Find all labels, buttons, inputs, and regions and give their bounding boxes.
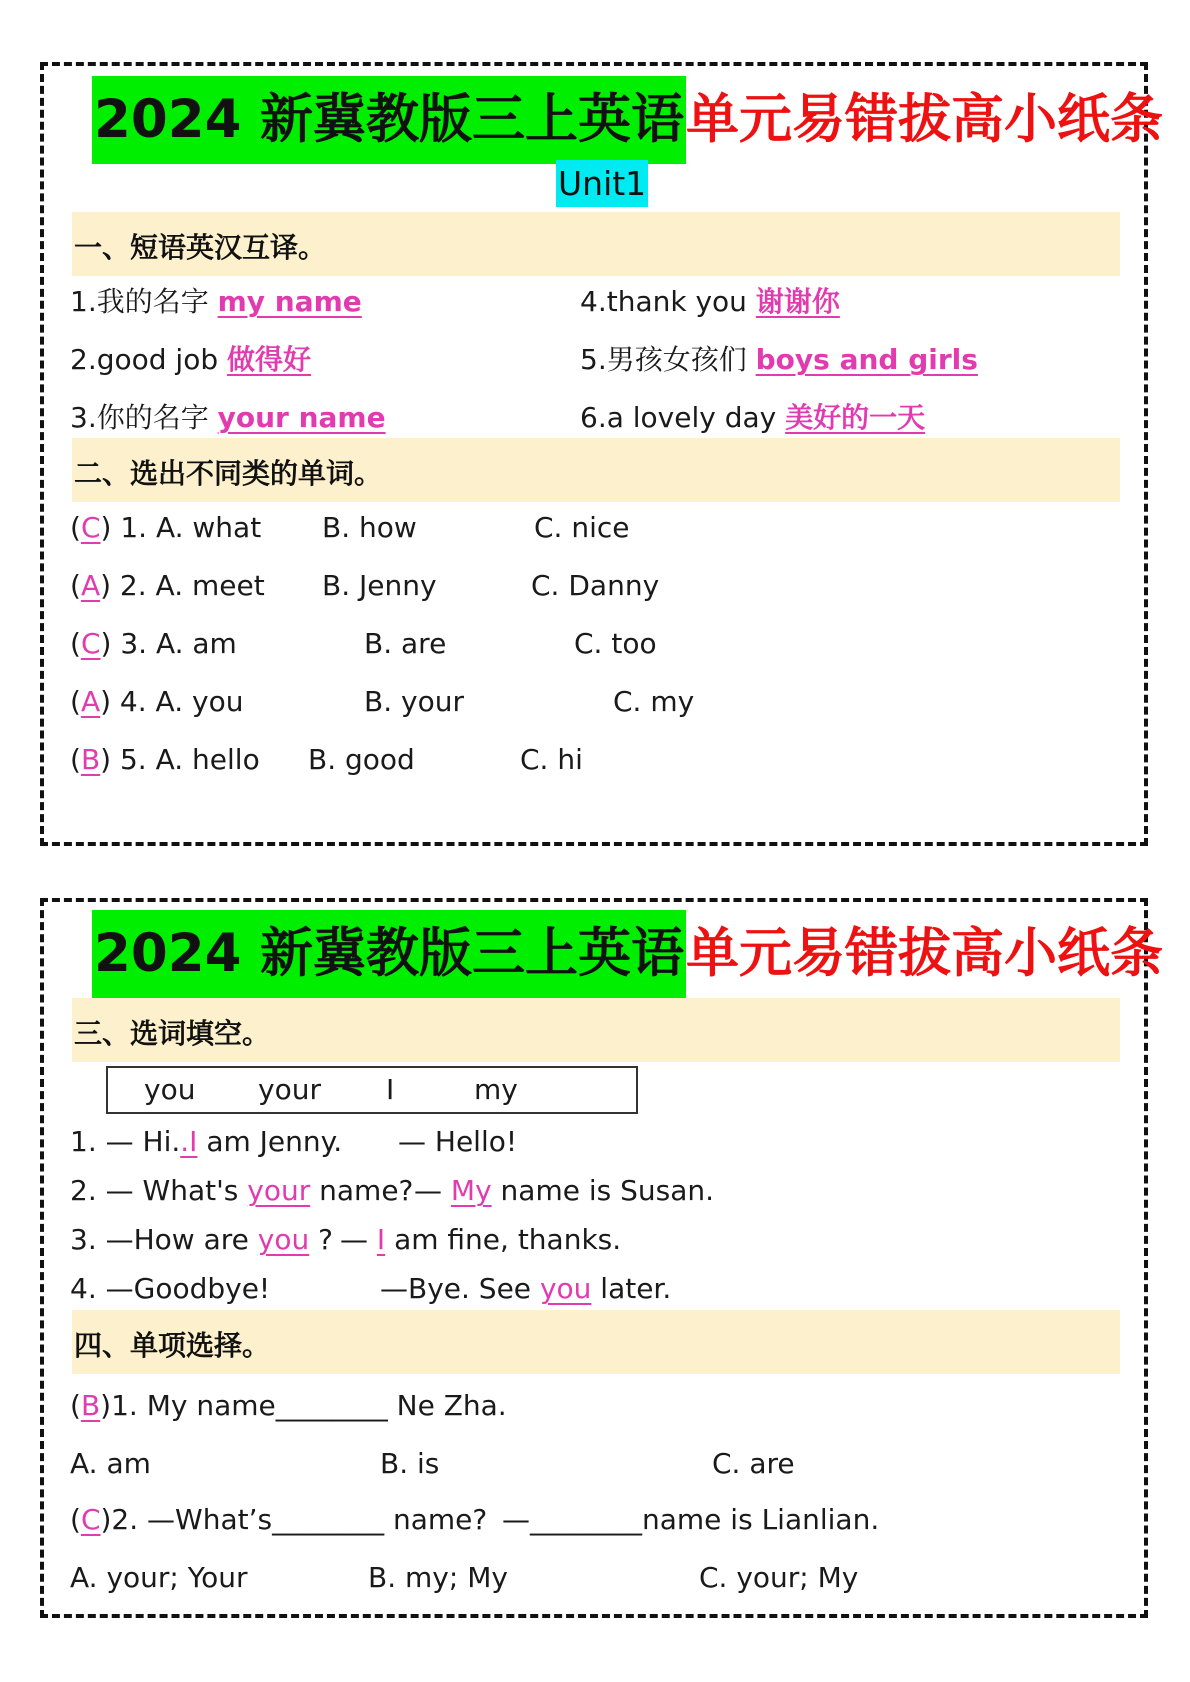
translation-item: 3.你的名字 your name [70, 401, 386, 434]
section-heading: 二、选出不同类的单词。 [74, 457, 383, 490]
option-b: B. Jenny [322, 569, 437, 602]
translation-item: 1.我的名字 my name [70, 285, 362, 318]
fill-blank-reply: — I am fine, thanks. [340, 1223, 622, 1256]
answer: A [80, 685, 101, 718]
answer: 美好的一天 [785, 401, 926, 434]
worksheet-card-unit1 [40, 62, 1163, 846]
word-bank-word: I [386, 1073, 395, 1106]
answer: your name [217, 401, 386, 434]
option-b: B. good [308, 743, 415, 776]
answer: C [80, 511, 101, 544]
option-b: B. your [364, 685, 464, 718]
odd-one-out-question: (A) 4. A. you [70, 685, 244, 718]
fill-blank-reply: — My name is Susan. [414, 1174, 715, 1207]
fill-blank-line: 1. — Hi..I am Jenny. [70, 1125, 343, 1158]
section-heading: 三、选词填空。 [74, 1017, 271, 1050]
option-b: B. my; My [368, 1561, 508, 1594]
fill-blank-reply: — Hello! [398, 1125, 518, 1158]
title-green-part: 2024 新冀教版三上英语 [92, 910, 686, 998]
word-bank-word: your [258, 1073, 321, 1106]
section-heading-band [72, 998, 1120, 1062]
answer: My [450, 1174, 492, 1207]
answer: B [80, 743, 101, 776]
word-bank-word: you [144, 1073, 196, 1106]
option-c: C. nice [534, 511, 630, 544]
section-heading-band [72, 1310, 1120, 1374]
title-green-part: 2024 新冀教版三上英语 [92, 76, 686, 164]
fill-blank-line: 2. — What's your name? [70, 1174, 414, 1207]
fill-blank-reply: —Bye. See you later. [380, 1272, 672, 1305]
choice-question-reply: —________name is Lianlian. [502, 1503, 880, 1536]
answer: C [80, 627, 101, 660]
word-bank-word: my [474, 1073, 518, 1106]
answer: A [80, 569, 101, 602]
title-red-part: 单元易错拔高小纸条 [685, 89, 1163, 150]
odd-one-out-question: (C) 1. A. what [70, 511, 262, 544]
choice-question: (C)2. —What’s________ name? [70, 1503, 488, 1536]
option-c: C. Danny [531, 569, 660, 602]
answer: 做得好 [227, 343, 312, 376]
odd-one-out-question: (C) 3. A. am [70, 627, 237, 660]
page-title [92, 76, 1163, 164]
answer: you [257, 1223, 310, 1256]
translation-item: 4.thank you 谢谢你 [580, 285, 840, 318]
fill-blank-line: 3. —How are you ? [70, 1223, 334, 1256]
translation-item: 2.good job 做得好 [70, 343, 312, 376]
answer: boys and girls [755, 343, 978, 376]
option-c: C. are [712, 1447, 795, 1480]
answer: your [247, 1174, 311, 1207]
choice-question: (B)1. My name________ Ne Zha. [70, 1389, 507, 1422]
option-c: C. your; My [699, 1561, 859, 1594]
answer: 谢谢你 [755, 285, 840, 318]
option-c: C. too [574, 627, 657, 660]
title-red-part: 单元易错拔高小纸条 [685, 923, 1163, 984]
option-c: C. my [613, 685, 695, 718]
option-a: A. your; Your [70, 1561, 248, 1594]
odd-one-out-question: (B) 5. A. hello [70, 743, 260, 776]
section-heading: 一、短语英汉互译。 [74, 231, 327, 264]
answer: you [539, 1272, 592, 1305]
option-a: A. am [70, 1447, 151, 1480]
answer: C [80, 1503, 101, 1536]
translation-item: 6.a lovely day 美好的一天 [580, 401, 926, 434]
answer: B [80, 1389, 101, 1422]
section-heading-band [72, 438, 1120, 502]
word-bank-box [106, 1066, 638, 1114]
unit-badge: Unit1 [556, 158, 648, 210]
option-b: B. are [364, 627, 447, 660]
translation-item: 5.男孩女孩们 boys and girls [580, 343, 978, 376]
answer: my name [217, 285, 362, 318]
worksheet-card-exercises [40, 898, 1163, 1618]
answer: I [376, 1223, 386, 1256]
fill-blank-line: 4. —Goodbye! [70, 1272, 271, 1305]
answer: .I [180, 1125, 198, 1158]
page-title [92, 910, 1163, 998]
section-heading: 四、单项选择。 [74, 1329, 271, 1362]
option-c: C. hi [520, 743, 583, 776]
section-heading-band [72, 212, 1120, 276]
odd-one-out-question: (A) 2. A. meet [70, 569, 265, 602]
option-b: B. is [380, 1447, 440, 1480]
option-b: B. how [322, 511, 417, 544]
